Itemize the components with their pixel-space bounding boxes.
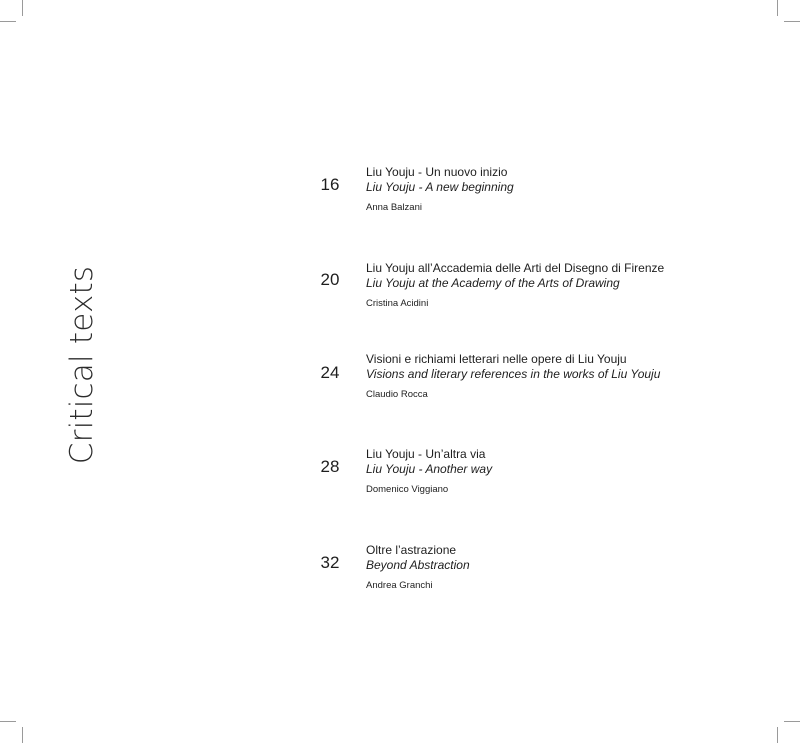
entry-text [366, 261, 786, 310]
entry-author: Domenico Viggiano [366, 484, 449, 495]
entry-author: Claudio Rocca [366, 389, 428, 400]
crop-mark-top-left-horizontal [0, 21, 16, 22]
entry-title-english: Liu Youju - Another way [366, 462, 493, 476]
entry-text [366, 543, 786, 592]
page-number: 20 [320, 270, 340, 289]
crop-mark-top-left [22, 0, 23, 16]
page-number: 16 [320, 175, 340, 194]
crop-mark-top-right [777, 0, 778, 16]
crop-mark-bottom-right-horizontal [784, 721, 800, 722]
crop-mark-top-right-horizontal [784, 21, 800, 22]
entry-text [366, 165, 786, 214]
entry-title-italian: Oltre l’astrazione [366, 543, 457, 557]
crop-mark-bottom-left-horizontal [0, 721, 16, 722]
entry-title-english: Liu Youju - A new beginning [366, 180, 514, 194]
entry-title-italian: Liu Youju - Un’altra via [366, 447, 486, 461]
entry-title-english: Visions and literary references in the works of Liu Youju [366, 367, 661, 381]
section-title: Critical texts [64, 265, 100, 465]
entry-author: Anna Balzani [366, 202, 422, 213]
entry-title-english: Beyond Abstraction [366, 558, 470, 572]
crop-mark-bottom-right [777, 727, 778, 743]
entry-text [366, 352, 786, 401]
page-number: 28 [320, 457, 340, 476]
entry-title-italian: Liu Youju all’Accademia delle Arti del Disegno di Firenze [366, 261, 665, 275]
entry-author: Andrea Granchi [366, 580, 433, 591]
entry-title-italian: Visioni e richiami letterari nelle opere di Liu Youju [366, 352, 627, 366]
crop-mark-bottom-left [22, 727, 23, 743]
page-number: 24 [320, 363, 340, 382]
page-number: 32 [320, 553, 340, 572]
entry-author: Cristina Acidini [366, 298, 429, 309]
entry-title-english: Liu Youju at the Academy of the Arts of Drawing [366, 276, 620, 290]
entry-text [366, 447, 786, 496]
entry-title-italian: Liu Youju - Un nuovo inizio [366, 165, 508, 179]
